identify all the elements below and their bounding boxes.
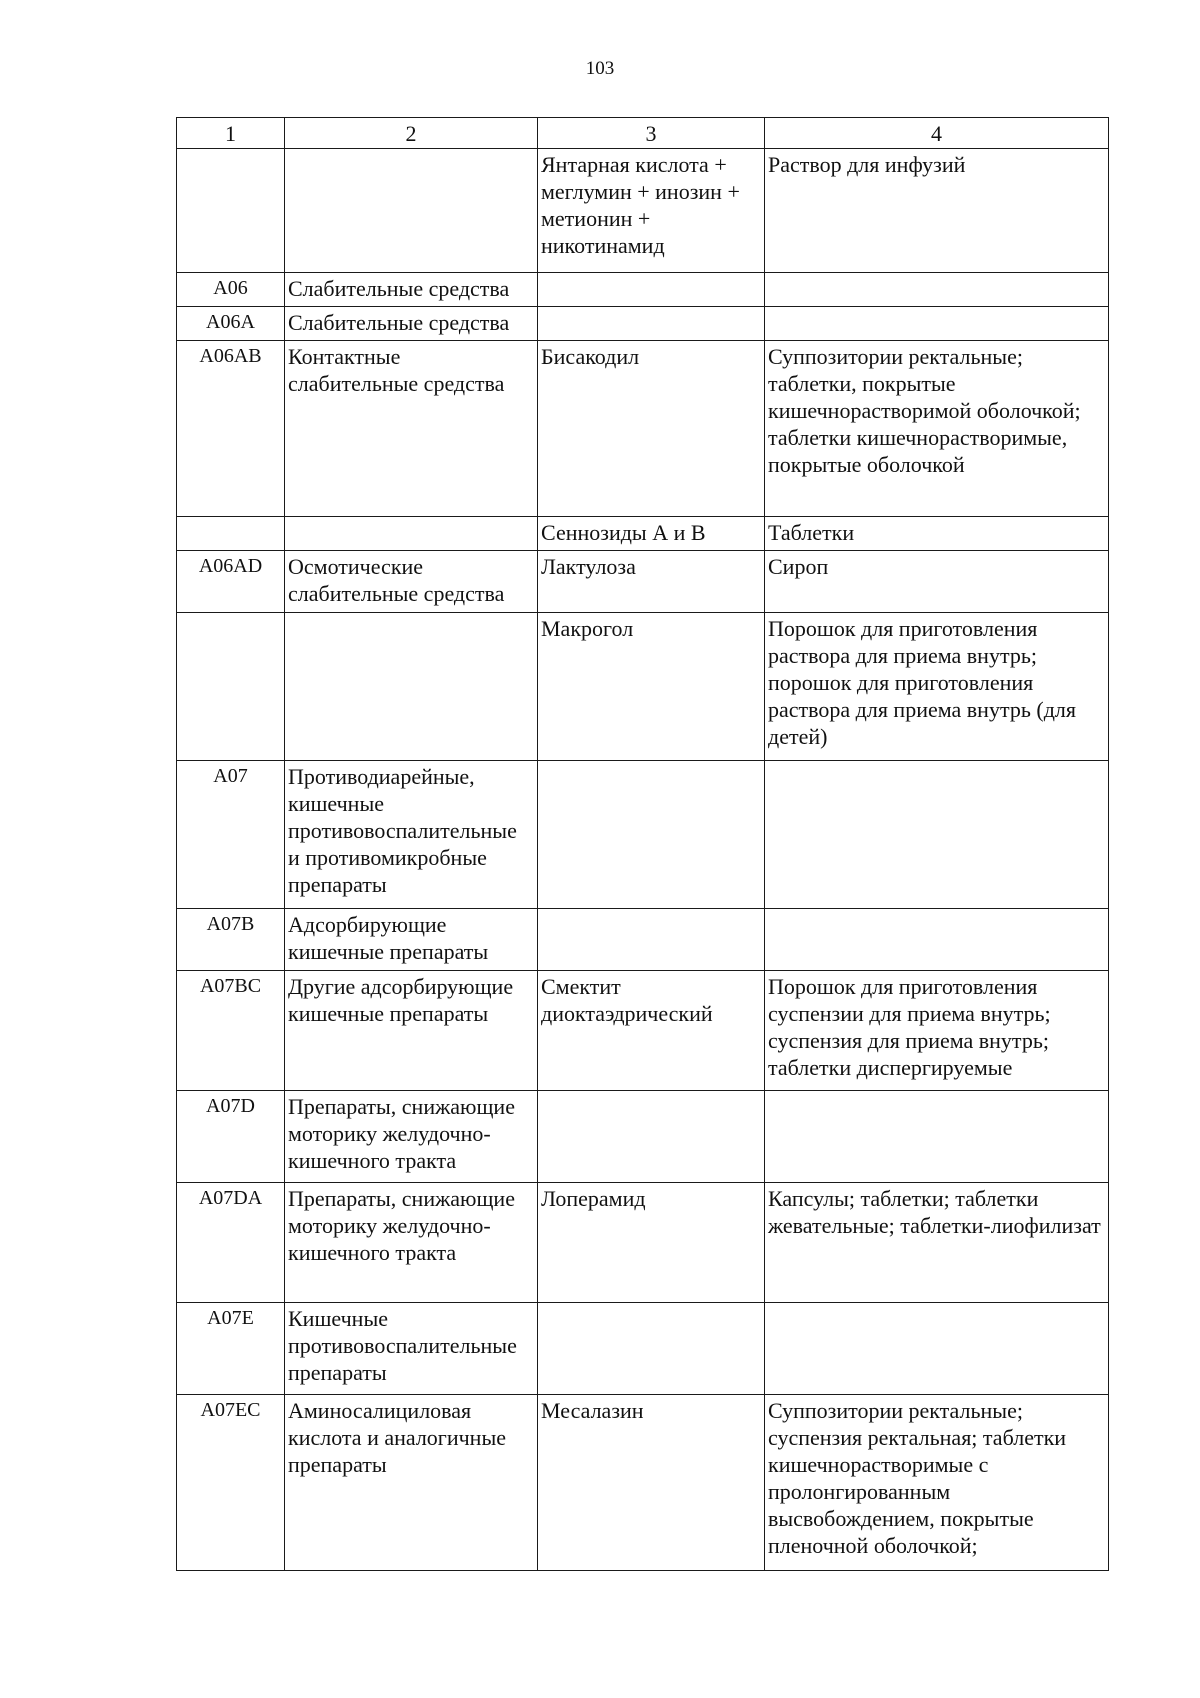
drug-name-cell [538,1303,765,1395]
table-row [177,909,1109,971]
column-header-forms: 4 [765,118,1109,149]
atc-code-cell: А06 [177,273,285,307]
table-row [177,341,1109,517]
group-name-cell: Препараты, снижающие моторику желудочно-кишечного тракта [285,1091,538,1183]
drug-name-cell: Бисакодил [538,341,765,517]
group-name-cell: Слабительные средства [285,307,538,341]
drug-name-cell: Лоперамид [538,1183,765,1303]
table-row [177,1395,1109,1571]
group-name-cell: Препараты, снижающие моторику желудочно-кишечного тракта [285,1183,538,1303]
atc-code-cell [177,613,285,761]
dosage-form-cell [765,761,1109,909]
dosage-form-cell [765,909,1109,971]
table-row [177,517,1109,551]
dosage-form-cell: Порошок для приготовления раствора для приема внутрь; порошок для приготовления раствора для приема внутрь (для детей) [765,613,1109,761]
atc-code-cell: А07ВС [177,971,285,1091]
dosage-form-cell: Суппозитории ректальные; суспензия ректальная; таблетки кишечнорастворимые с пролонгированным высвобождением, покрытые пленочной оболочкой; [765,1395,1109,1571]
group-name-cell: Противодиарейные, кишечные противовоспалительные и противомикробные препараты [285,761,538,909]
atc-code-cell: А07 [177,761,285,909]
dosage-form-cell: Сироп [765,551,1109,613]
drug-name-cell: Месалазин [538,1395,765,1571]
dosage-form-cell: Раствор для инфузий [765,149,1109,273]
table-row [177,551,1109,613]
column-header-drug: 3 [538,118,765,149]
dosage-form-cell [765,1091,1109,1183]
dosage-form-cell [765,1303,1109,1395]
column-header-group: 2 [285,118,538,149]
table-row [177,1091,1109,1183]
column-header-code: 1 [177,118,285,149]
group-name-cell: Адсорбирующие кишечные препараты [285,909,538,971]
drug-name-cell [538,273,765,307]
atc-code-cell: А07D [177,1091,285,1183]
dosage-form-cell [765,307,1109,341]
drug-name-cell: Макрогол [538,613,765,761]
table-row [177,761,1109,909]
drug-name-cell [538,307,765,341]
drug-name-cell [538,1091,765,1183]
group-name-cell [285,149,538,273]
group-name-cell [285,517,538,551]
atc-code-cell: А06АD [177,551,285,613]
dosage-form-cell: Суппозитории ректальные; таблетки, покрытые кишечнорастворимой оболочкой; таблетки кишечнорастворимые, покрытые оболочкой [765,341,1109,517]
group-name-cell: Слабительные средства [285,273,538,307]
group-name-cell: Кишечные противовоспалительные препараты [285,1303,538,1395]
table-row [177,1303,1109,1395]
drug-name-cell: Лактулоза [538,551,765,613]
table-header-row [177,118,1109,149]
table-row [177,149,1109,273]
atc-code-cell [177,149,285,273]
dosage-form-cell: Порошок для приготовления суспензии для приема внутрь; суспензия для приема внутрь; таблетки диспергируемые [765,971,1109,1091]
page-number: 103 [585,58,615,79]
drug-name-cell: Сеннозиды А и В [538,517,765,551]
atc-code-cell: А07ЕС [177,1395,285,1571]
atc-code-cell: А07В [177,909,285,971]
table-row [177,273,1109,307]
drug-name-cell [538,909,765,971]
table-row [177,307,1109,341]
table-body [177,149,1109,1571]
drug-name-cell: Янтарная кислота + меглумин + инозин + метионин + никотинамид [538,149,765,273]
table-row [177,971,1109,1091]
medication-table [176,117,1109,1571]
dosage-form-cell: Таблетки [765,517,1109,551]
atc-code-cell: А06А [177,307,285,341]
group-name-cell: Другие адсорбирующие кишечные препараты [285,971,538,1091]
group-name-cell: Осмотические слабительные средства [285,551,538,613]
drug-name-cell: Смектит диоктаэдрический [538,971,765,1091]
table-row [177,1183,1109,1303]
group-name-cell: Контактные слабительные средства [285,341,538,517]
group-name-cell [285,613,538,761]
dosage-form-cell: Капсулы; таблетки; таблетки жевательные; таблетки-лиофилизат [765,1183,1109,1303]
atc-code-cell: А07DА [177,1183,285,1303]
atc-code-cell: А07Е [177,1303,285,1395]
drug-name-cell [538,761,765,909]
table-row [177,613,1109,761]
group-name-cell: Аминосалициловая кислота и аналогичные препараты [285,1395,538,1571]
dosage-form-cell [765,273,1109,307]
atc-code-cell [177,517,285,551]
atc-code-cell: А06АВ [177,341,285,517]
